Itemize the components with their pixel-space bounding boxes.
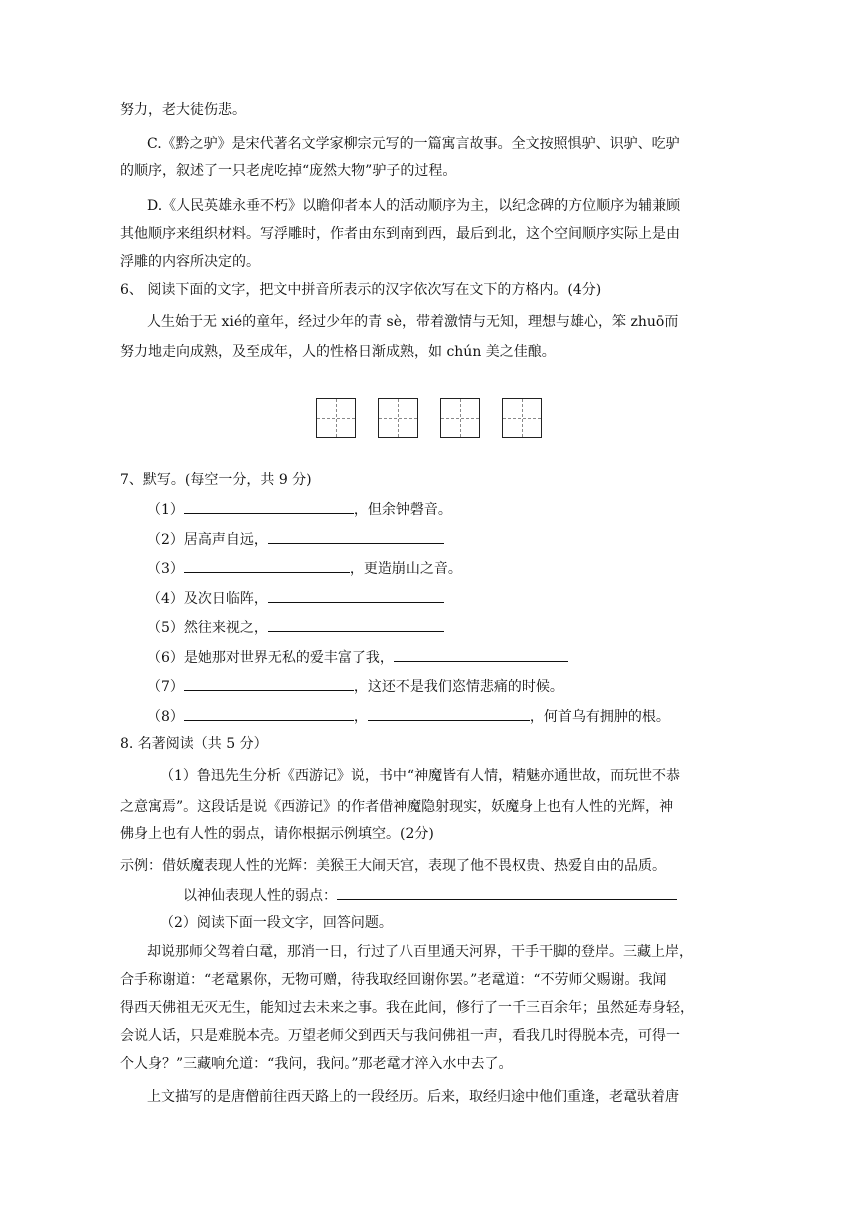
item-number: （4） xyxy=(147,591,184,607)
q7-item-6 xyxy=(147,647,568,668)
blank-3[interactable] xyxy=(184,558,350,573)
answer-box-3[interactable] xyxy=(440,398,480,438)
blank-4[interactable] xyxy=(268,588,444,603)
q5-option-d-line1: D.《人民英雄永垂不朽》以瞻仰者本人的活动顺序为主，以纪念碑的方位顺序为辅兼顾 xyxy=(147,198,681,214)
answer-grid xyxy=(316,398,542,438)
q8-p1-line3: 佛身上也有人性的弱点，请你根据示例填空。(2分) xyxy=(120,826,434,842)
item-text: 是她那对世界无私的爱丰富了我， xyxy=(183,650,394,666)
item-number: （7） xyxy=(147,679,184,695)
item-text: 居高声自远， xyxy=(183,532,268,548)
q7-item-3 xyxy=(147,558,462,579)
blank-2[interactable] xyxy=(268,529,444,544)
blank-1[interactable] xyxy=(184,499,354,514)
blank-8a[interactable] xyxy=(184,706,354,721)
fill-blank[interactable] xyxy=(337,885,677,900)
answer-box-1[interactable] xyxy=(316,398,356,438)
blank-5[interactable] xyxy=(268,617,444,632)
item-text: 及次日临阵， xyxy=(183,591,268,607)
item-number: （3） xyxy=(147,561,184,577)
q5-option-c-line2: 的顺序，叙述了一只老虎吃掉“庞然大物”驴子的过程。 xyxy=(120,163,457,179)
q6-title: 6、 阅读下面的文字，把文中拼音所表示的汉字依次写在文下的方格内。(4分) xyxy=(120,282,602,298)
passage-line-1: 却说那师父驾着白鼋，那消一日，行过了八百里通天河界，干手干脚的登岸。三藏上岸， xyxy=(147,944,693,960)
passage-line-2: 合手称谢道：“老鼋累你，无物可赠，待我取经回谢你罢。”老鼋道：“不劳师父赐谢。我闻 xyxy=(120,972,667,988)
item-number: （5） xyxy=(147,620,184,636)
q8-p1-line1: （1）鲁迅先生分析《西游记》说，书中“神魔皆有人情，精魅亦通世故，而玩世不恭 xyxy=(160,768,681,784)
item-text: ， xyxy=(353,709,368,725)
q8-fill-line xyxy=(183,885,677,906)
item-number: （2） xyxy=(147,532,184,548)
q7-item-8 xyxy=(147,706,670,727)
q8-title: 8. 名著阅读（共 5 分） xyxy=(120,736,268,752)
q8-example: 示例：借妖魔表现人性的光辉：美猴王大闹天宫，表现了他不畏权贵、热爱自由的品质。 xyxy=(120,858,666,874)
item-text: ，更造崩山之音。 xyxy=(349,561,462,577)
q6-text-line2: 努力地走向成熟，及至成年，人的性格日渐成熟，如 chún 美之佳酿。 xyxy=(120,344,556,360)
item-number: （1） xyxy=(147,502,184,518)
item-text: 然往来视之， xyxy=(183,620,268,636)
q8-p1-line2: 之意寓焉”。这段话是说《西游记》的作者借神魔隐射现实，妖魔身上也有人性的光辉，神 xyxy=(120,799,674,815)
q5-option-b-tail: 努力，老大徒伤悲。 xyxy=(120,102,246,118)
q7-title: 7、默写。(每空一分，共 9 分) xyxy=(120,472,312,488)
item-text: ，这还不是我们恣情悲痛的时候。 xyxy=(353,679,564,695)
passage-line-3: 得西天佛祖无灭无生，能知过去未来之事。我在此间，修行了一千三百余年；虽然延寿身轻， xyxy=(120,1000,694,1016)
q7-item-1 xyxy=(147,499,452,520)
q7-item-4 xyxy=(147,588,444,609)
q5-option-c-line1: C.《黔之驴》是宋代著名文学家柳宗元写的一篇寓言故事。全文按照惧驴、识驴、吃驴 xyxy=(147,136,680,152)
blank-8b[interactable] xyxy=(368,706,530,721)
item-text: ，但余钟磬音。 xyxy=(353,502,452,518)
q8-last-line: 上文描写的是唐僧前往西天路上的一段经历。后来，取经归途中他们重逢，老鼋驮着唐 xyxy=(147,1089,679,1105)
q8-p2-title: （2）阅读下面一段文字，回答问题。 xyxy=(160,915,393,931)
q7-item-7 xyxy=(147,676,564,697)
q7-item-5 xyxy=(147,617,444,638)
q6-text-line1: 人生始于无 xié的童年，经过少年的青 sè，带着激情与无知，理想与雄心，笨 zhuō而 xyxy=(147,314,679,330)
passage-line-4: 会说人话，只是难脱本壳。万望老师父到西天与我问佛祖一声，看我几时得脱本壳，可得一 xyxy=(120,1028,680,1044)
q7-item-2 xyxy=(147,529,444,550)
item-number: （8） xyxy=(147,709,184,725)
answer-box-2[interactable] xyxy=(378,398,418,438)
item-text: ，何首乌有拥肿的根。 xyxy=(529,709,670,725)
passage-line-5: 个人身？”三藏响允道：“我问，我问。”那老鼋才淬入水中去了。 xyxy=(120,1056,513,1072)
item-number: （6） xyxy=(147,650,184,666)
blank-6[interactable] xyxy=(394,647,568,662)
q5-option-d-line2: 其他顺序来组织材料。写浮雕时，作者由东到南到西，最后到北，这个空间顺序实际上是由 xyxy=(120,226,680,242)
blank-7[interactable] xyxy=(184,676,354,691)
answer-box-4[interactable] xyxy=(502,398,542,438)
q5-option-d-line3: 浮雕的内容所决定的。 xyxy=(120,254,260,270)
fill-label: 以神仙表现人性的弱点： xyxy=(183,888,337,904)
